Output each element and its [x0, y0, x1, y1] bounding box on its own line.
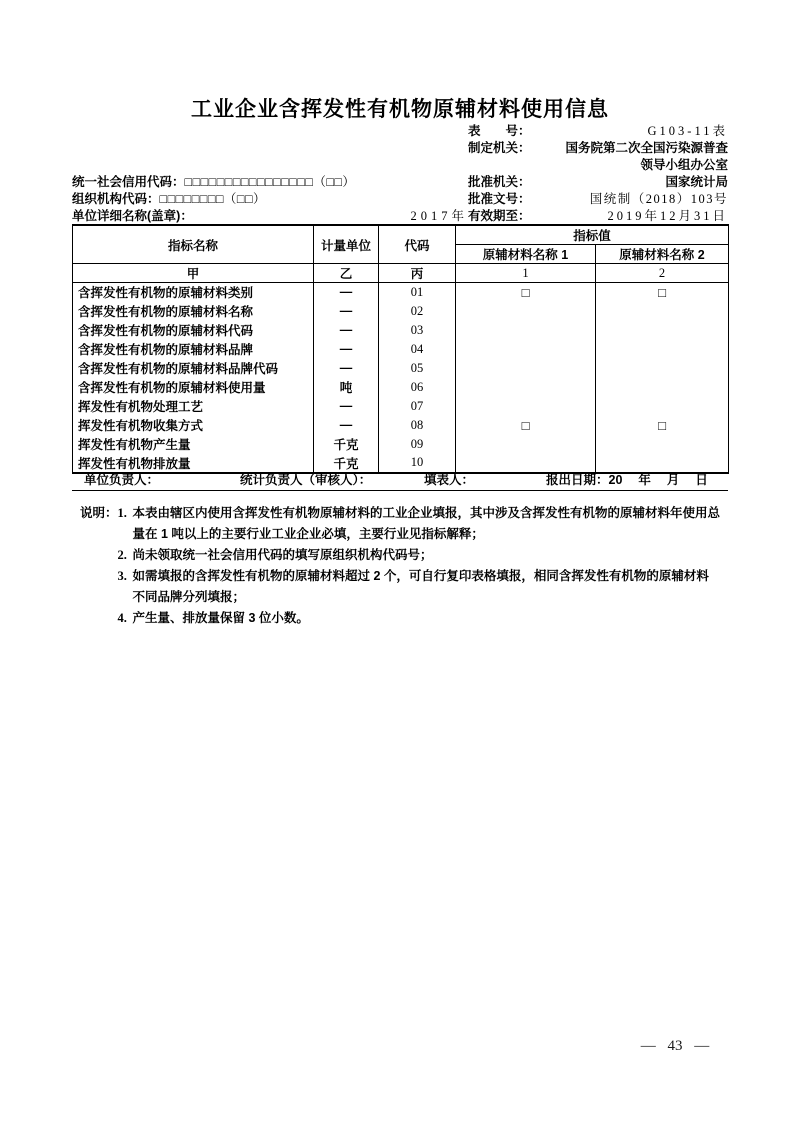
indicator-name: 含挥发性有机物的原辅材料使用量	[73, 378, 314, 397]
indicator-name: 含挥发性有机物的原辅材料代码	[73, 321, 314, 340]
table-row: 含挥发性有机物的原辅材料使用量 吨 06	[73, 378, 729, 397]
table-row: 挥发性有机物收集方式 — 08 □ □	[73, 416, 729, 435]
col-key-2: 2	[596, 264, 729, 283]
approver-value: 国家统计局	[665, 175, 728, 189]
meta-left-spacer	[72, 123, 468, 140]
indicator-name: 挥发性有机物收集方式	[73, 416, 314, 435]
table-row: 含挥发性有机物的原辅材料代码 — 03	[73, 321, 729, 340]
col-key-1: 1	[456, 264, 596, 283]
indicator-name: 挥发性有机物处理工艺	[73, 397, 314, 416]
value-checkbox-material1: □	[456, 283, 596, 302]
indicator-name: 含挥发性有机物的原辅材料品牌代码	[73, 359, 314, 378]
report-year: 2017年	[410, 209, 468, 223]
signature-row	[72, 470, 728, 491]
doc-no-label: 批准文号：	[468, 192, 531, 206]
col-key-yi: 乙	[314, 264, 379, 283]
table-row: 挥发性有机物产生量 千克 09	[73, 435, 729, 454]
value-checkbox-material2: □	[596, 416, 729, 435]
note-item: 2. 尚未领取统一社会信用代码的填写原组织机构代码号；	[117, 548, 433, 562]
col-header-value: 指标值	[456, 225, 729, 245]
org-code-label: 组织机构代码：	[72, 192, 160, 206]
note-item: 3. 如需填报的含挥发性有机物的原辅材料超过 2 个，可自行复印表格填报，相同含挥发性有机物的原辅材料不同品牌分列填报；	[117, 569, 709, 604]
maker-label: 制定机关：	[468, 141, 531, 155]
notes-label: 说明：	[80, 506, 118, 520]
form-meta-header	[72, 123, 728, 225]
col-header-indicator: 指标名称	[73, 225, 314, 264]
page-number: — 43 —	[640, 1038, 710, 1054]
table-row: 含挥发性有机物的原辅材料名称 — 02	[73, 302, 729, 321]
meta-row-maker-cont	[72, 157, 728, 174]
indicator-name: 含挥发性有机物的原辅材料品牌	[73, 340, 314, 359]
col-header-unit: 计量单位	[314, 225, 379, 264]
form-title: 工业企业含挥发性有机物原辅材料使用信息	[191, 98, 609, 121]
meta-row-maker	[72, 140, 728, 157]
org-code-boxes: □□□□□□□□（□□）	[159, 192, 267, 206]
form-filler-label: 填表人：	[424, 473, 475, 487]
valid-until-value: 2019年12月31日	[607, 209, 728, 223]
value-checkbox-material2: □	[596, 283, 729, 302]
value-checkbox-material1: □	[456, 416, 596, 435]
maker-value-line1: 国务院第二次全国污染源普查	[565, 141, 728, 155]
indicator-code: 01	[379, 283, 456, 302]
meta-row-org-code	[72, 191, 728, 208]
credit-code-label: 统一社会信用代码：	[72, 175, 185, 189]
approver-label: 批准机关：	[468, 175, 531, 189]
indicator-name: 含挥发性有机物的原辅材料类别	[73, 283, 314, 302]
note-item: 4. 产生量、排放量保留 3 位小数。	[117, 611, 309, 625]
indicator-unit: —	[314, 283, 379, 302]
indicator-name: 挥发性有机物产生量	[73, 435, 314, 454]
col-key-jia: 甲	[73, 264, 314, 283]
maker-value-line2: 领导小组办公室	[640, 158, 728, 172]
form-no-value: G103-11表	[647, 124, 728, 138]
meta-row-credit-code	[72, 174, 728, 191]
meta-row-unit-name	[72, 208, 728, 225]
col-header-code: 代码	[379, 225, 456, 264]
table-row: 挥发性有机物处理工艺 — 07	[73, 397, 729, 416]
stats-head-label: 统计负责人（审核人）：	[240, 473, 372, 487]
note-item: 1. 本表由辖区内使用含挥发性有机物原辅材料的工业企业填报，其中涉及含挥发性有机物的原辅材料年使用总量在 1 吨以上的主要行业工业企业必填，主要行业见指标解释；	[117, 506, 721, 541]
meta-row-form-no	[72, 123, 728, 140]
form-no-label: 表 号：	[468, 124, 531, 138]
col-key-bing: 丙	[379, 264, 456, 283]
indicator-table	[72, 224, 729, 474]
table-row: 挥发性有机物排放量 千克 10	[73, 454, 729, 473]
doc-no-value: 国统制（2018）103号	[589, 192, 728, 206]
notes-section	[80, 503, 728, 629]
indicator-name: 含挥发性有机物的原辅材料名称	[73, 302, 314, 321]
indicator-name: 挥发性有机物排放量	[73, 454, 314, 473]
unit-name-label: 单位详细名称(盖章)：	[72, 209, 193, 223]
credit-code-boxes: □□□□□□□□□□□□□□□□（□□）	[184, 175, 356, 189]
col-header-material2: 原辅材料名称 2	[596, 245, 729, 264]
unit-head-label: 单位负责人：	[84, 473, 160, 487]
table-row	[73, 283, 729, 302]
col-header-material1: 原辅材料名称 1	[456, 245, 596, 264]
valid-until-label: 有效期至：	[468, 209, 531, 223]
table-row: 含挥发性有机物的原辅材料品牌代码 — 05	[73, 359, 729, 378]
table-row: 含挥发性有机物的原辅材料品牌 — 04	[73, 340, 729, 359]
report-date-label: 报出日期：20 年 月 日	[546, 473, 708, 487]
